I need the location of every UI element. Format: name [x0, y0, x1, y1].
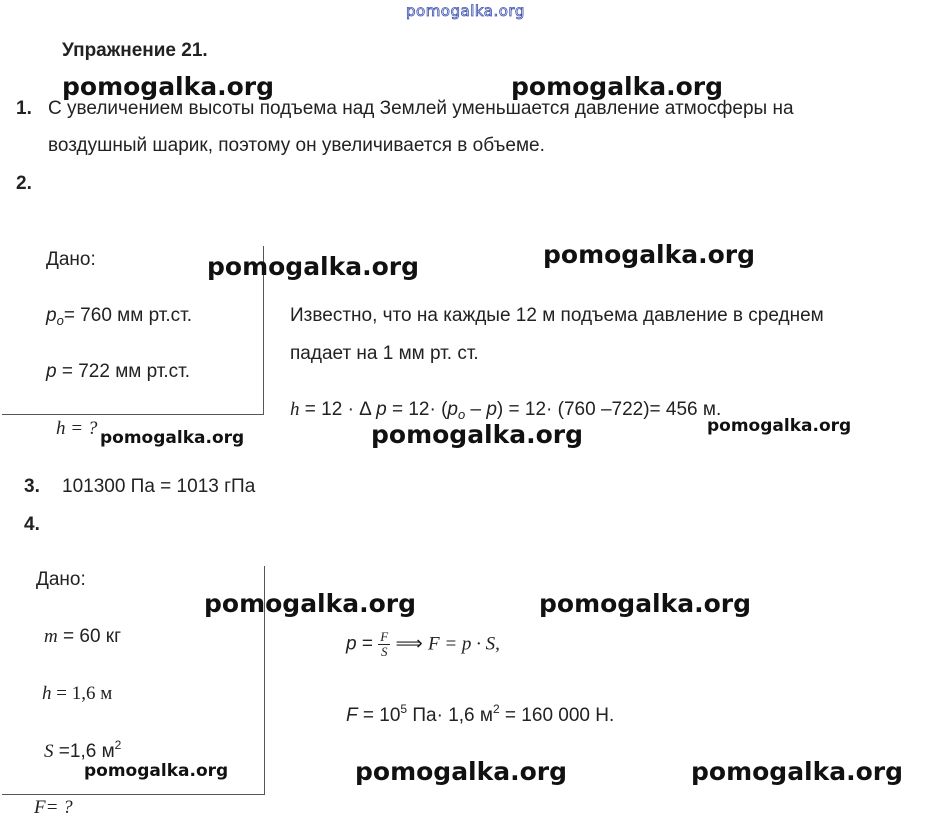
- item-4-number: 4.: [24, 514, 40, 535]
- item-3-number: 3.: [24, 476, 40, 497]
- watermark-3: pomogalka.org: [207, 252, 420, 281]
- item-1-number: 1.: [16, 98, 32, 119]
- watermark-top: pomogalka.org: [406, 2, 525, 20]
- item-3-text: 101300 Па = 1013 гПа: [62, 476, 256, 497]
- item-4-given-h: h = 1,6 м: [42, 683, 113, 704]
- item-4-given-s: S =1,6 $м^2$: [44, 738, 122, 762]
- watermark-9: pomogalka.org: [691, 757, 904, 786]
- watermark-7: pomogalka.org: [539, 589, 752, 618]
- watermark-2: pomogalka.org: [511, 72, 724, 101]
- watermark-small-3: pomogalka.org: [84, 761, 229, 781]
- item-1-line-2: воздушный шарик, поэтому он увеличивается в объеме.: [48, 135, 545, 156]
- item-4-given-m: m = 60 кг: [44, 626, 122, 647]
- item-2-formula: h = 12 · Δ $p = 12\cdot (p_o - p) = 12\cdot (760$ –722)= 456 м.: [290, 399, 722, 422]
- item-2-find: h = ?: [56, 418, 98, 439]
- item-1-line-1: С увеличением высоты подъема над Землей уменьшается давление атмосферы на: [48, 98, 794, 119]
- item-2-given-p: p = 722 мм рт.ст.: [46, 361, 191, 382]
- item-2-number: 2.: [16, 173, 32, 194]
- given-box-2-horizontal-line: [2, 414, 264, 415]
- watermark-5: pomogalka.org: [371, 420, 584, 449]
- item-4-find: F= ?: [34, 797, 73, 818]
- item-4-formula-1: p = $\frac{F}{S}$ ⟹ F = p · S,: [346, 629, 500, 659]
- item-2-explain-line-1: Известно, что на каждые 12 м подъема давление в среднем: [290, 305, 824, 326]
- watermark-8: pomogalka.org: [355, 757, 568, 786]
- exercise-title: Упражнение 21.: [62, 40, 208, 61]
- item-2-given-p0: $p_o= 760$ мм рт.ст.: [46, 305, 192, 328]
- watermark-small-2: pomogalka.org: [707, 416, 852, 436]
- given-box-4-horizontal-line: [2, 794, 265, 795]
- item-2-explain-line-2: падает на 1 мм рт. ст.: [290, 343, 479, 364]
- watermark-1: pomogalka.org: [62, 72, 275, 101]
- watermark-4: pomogalka.org: [543, 240, 756, 269]
- watermark-small-1: pomogalka.org: [100, 428, 245, 448]
- watermark-6: pomogalka.org: [204, 589, 417, 618]
- item-2-given-label: Дано:: [46, 249, 96, 270]
- item-4-given-label: Дано:: [36, 569, 86, 590]
- item-4-formula-2: $F = 10^5$ Па· 1,6 $м^2 = 160$ 000 Н.: [346, 702, 615, 726]
